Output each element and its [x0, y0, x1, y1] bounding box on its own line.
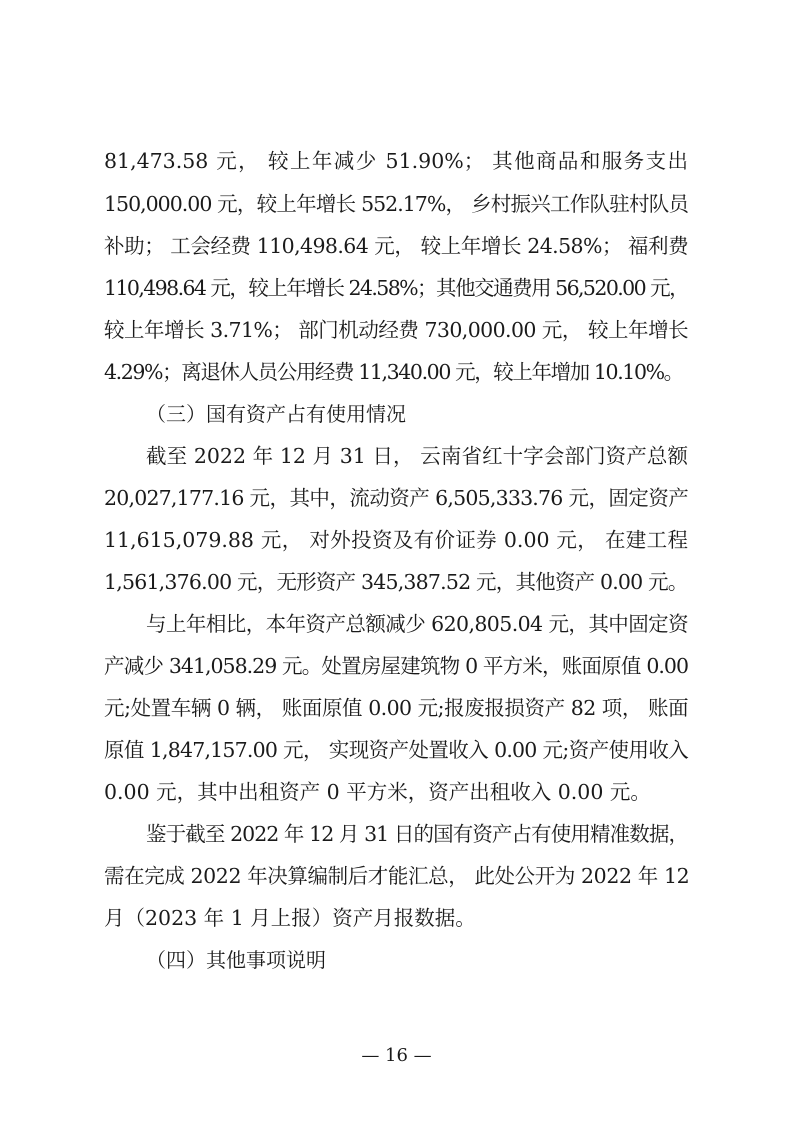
- section-heading-assets: （三）国有资产占有使用情况: [146, 402, 406, 426]
- page-number: — 16 —: [361, 1045, 432, 1066]
- paragraph-line: 需在完成 2022 年决算编制后才能汇总， 此处公开为 2022 年 12: [104, 864, 690, 888]
- paragraph-line: 20,027,177.16 元，其中，流动资产 6,505,333.76 元，固定资产: [104, 486, 688, 510]
- paragraph-line: 元;处置车辆 0 辆， 账面原值 0.00 元;报废报损资产 82 项， 账面: [104, 696, 688, 720]
- paragraph-line: 81,473.58 元， 较上年减少 51.90%； 其他商品和服务支出: [104, 149, 688, 173]
- paragraph-line: 150,000.00 元，较上年增长 552.17%， 乡村振兴工作队驻村队员: [104, 192, 688, 216]
- paragraph-line: 补助； 工会经费 110,498.64 元， 较上年增长 24.58%； 福利费: [104, 234, 688, 258]
- paragraph-line: 较上年增长 3.71%； 部门机动经费 730,000.00 元， 较上年增长: [104, 318, 688, 342]
- paragraph-line: 0.00 元，其中出租资产 0 平方米，资产出租收入 0.00 元。: [104, 780, 651, 804]
- paragraph-line: 原值 1,847,157.00 元， 实现资产处置收入 0.00 元;资产使用收入: [104, 738, 688, 762]
- paragraph-line: 4.29%；离退休人员公用经费 11,340.00 元，较上年增加 10.10%。: [104, 360, 683, 384]
- paragraph-line: 1,561,376.00 元，无形资产 345,387.52 元，其他资产 0.00 元。: [104, 570, 688, 594]
- paragraph-line: 月（2023 年 1 月上报）资产月报数据。: [104, 906, 476, 930]
- paragraph-line: 11,615,079.88 元， 对外投资及有价证券 0.00 元， 在建工程: [104, 528, 688, 552]
- paragraph-line: 鉴于截至 2022 年 12 月 31 日的国有资产占有使用精准数据，: [146, 822, 688, 846]
- paragraph-line: 截至 2022 年 12 月 31 日， 云南省红十字会部门资产总额: [146, 444, 688, 468]
- paragraph-line: 与上年相比，本年资产总额减少 620,805.04 元，其中固定资: [146, 612, 688, 636]
- paragraph-line: 产减少 341,058.29 元。处置房屋建筑物 0 平方米，账面原值 0.00: [104, 654, 688, 678]
- paragraph-line: 110,498.64 元，较上年增长 24.58%；其他交通费用 56,520.00 元，: [104, 276, 688, 300]
- section-heading-other: （四）其他事项说明: [146, 948, 326, 972]
